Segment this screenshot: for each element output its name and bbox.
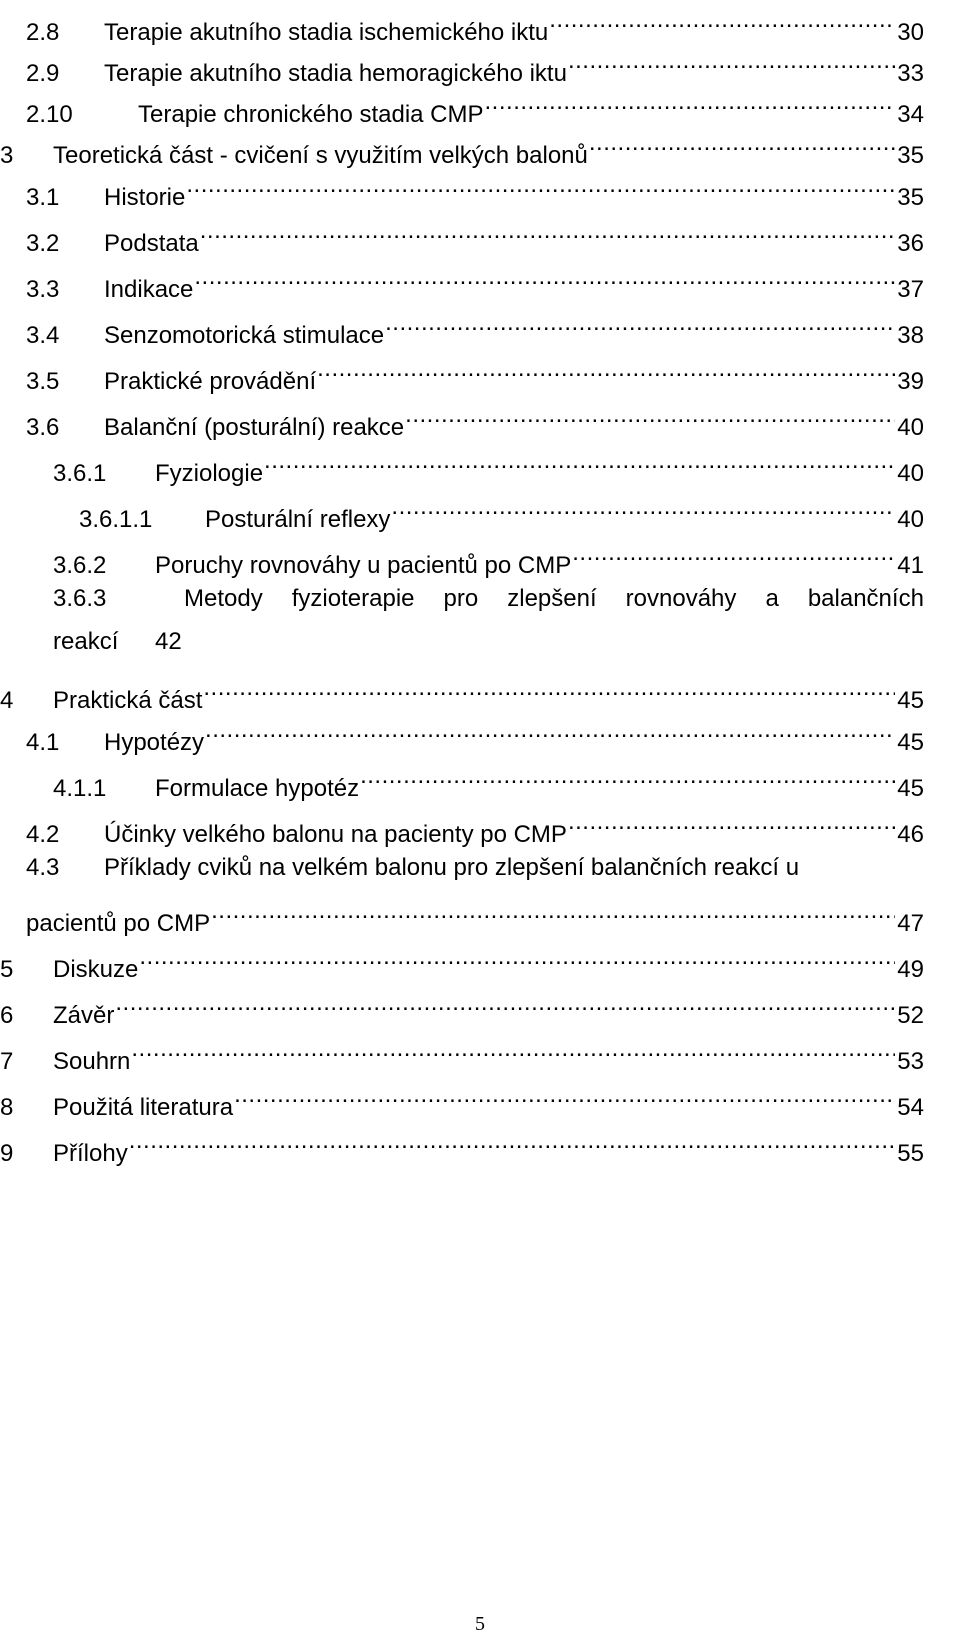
toc-dot-leader	[360, 756, 895, 796]
toc-entry-title-cont: reakcí	[53, 628, 119, 655]
toc-entry-number: 3.5	[26, 368, 60, 395]
toc-entry-number: 9	[0, 1140, 14, 1167]
toc-entry-page: 30	[897, 19, 924, 46]
toc-entry[interactable]	[53, 441, 924, 487]
toc-entry-number: 4.2	[26, 821, 60, 848]
toc-entry-title: Balanční (posturální) reakce	[104, 414, 405, 441]
toc-entry-number: 3.3	[26, 276, 60, 303]
toc-entry-word: fyzioterapie	[291, 585, 415, 612]
toc-entry-number: 4	[0, 687, 14, 714]
toc-entry[interactable]	[26, 349, 924, 395]
toc-entry[interactable]	[26, 303, 924, 349]
toc-entry-number: 6	[0, 1002, 14, 1029]
toc-entry-number: 8	[0, 1094, 14, 1121]
toc-dot-leader	[186, 165, 895, 205]
toc-entry-word: rovnováhy	[625, 585, 737, 612]
toc-entry[interactable]	[0, 668, 924, 714]
toc-entry-title: Příklady cviků na velkém balonu pro zlepšení balančních reakcí u	[104, 854, 800, 881]
toc-entry-title: Praktická část	[53, 687, 203, 714]
toc-entry-title: Hypotézy	[104, 729, 205, 756]
toc-entry-word: pro	[443, 585, 479, 612]
toc-entry-number: 3.6.1.1	[79, 506, 153, 533]
toc-dot-leader	[131, 1029, 895, 1069]
toc-entry[interactable]	[26, 211, 924, 257]
toc-dot-leader	[568, 802, 895, 842]
toc-dot-leader	[391, 487, 895, 527]
toc-entry-title: Posturální reflexy	[205, 506, 391, 533]
toc-entry[interactable]	[79, 487, 924, 533]
toc-entry-title: Podstata	[104, 230, 199, 257]
toc-entry-number: 7	[0, 1048, 14, 1075]
toc-entry-title: Poruchy rovnováhy u pacientů po CMP	[155, 552, 572, 579]
toc-entry-title: Závěr	[53, 1002, 115, 1029]
toc-entry-page: 36	[897, 230, 924, 257]
toc-entry-number: 3.6	[26, 414, 60, 441]
toc-entry-word: zlepšení	[507, 585, 597, 612]
toc-entry-number: 3.2	[26, 230, 60, 257]
toc-entry-title: Senzomotorická stimulace	[104, 322, 385, 349]
toc-entry[interactable]	[0, 123, 924, 169]
toc-dot-leader	[485, 82, 896, 122]
toc-entry-number: 3.4	[26, 322, 60, 349]
toc-dot-leader	[568, 41, 895, 81]
toc-entry[interactable]	[0, 1121, 924, 1167]
toc-entry-page: 45	[897, 775, 924, 802]
toc-entry-page: 40	[897, 506, 924, 533]
toc-dot-leader	[405, 395, 895, 435]
toc-entry-number: 3.6.1	[53, 460, 107, 487]
toc-dot-leader	[317, 349, 895, 389]
toc-entry-page: 35	[897, 184, 924, 211]
toc-entry-title: Terapie chronického stadia CMP	[138, 101, 484, 128]
toc-entry-title: Použitá literatura	[53, 1094, 234, 1121]
toc-entry-title-cont: pacientů po CMP	[26, 910, 211, 937]
toc-entry[interactable]	[26, 82, 924, 128]
toc-entry-number: 3.6.2	[53, 552, 107, 579]
toc-dot-leader	[549, 0, 895, 40]
page-number: 5	[475, 1613, 485, 1635]
toc-entry-line2	[53, 622, 182, 662]
toc-entry-page: 49	[897, 956, 924, 983]
toc-entry-page: 46	[897, 821, 924, 848]
toc-entry-number: 3	[0, 142, 14, 169]
toc-entry-page: 41	[897, 552, 924, 579]
toc-entry-line2	[26, 891, 924, 937]
toc-entry-page: 35	[897, 142, 924, 169]
toc-entry[interactable]	[26, 395, 924, 441]
toc-dot-leader	[234, 1075, 895, 1115]
toc-entry-page: 38	[897, 322, 924, 349]
toc-entry-number: 2.8	[26, 19, 60, 46]
toc-entry[interactable]	[26, 257, 924, 303]
toc-entry-page: 34	[897, 101, 924, 128]
toc-dot-leader	[264, 441, 895, 481]
toc-entry[interactable]	[26, 802, 924, 848]
toc-entry[interactable]	[26, 165, 924, 211]
toc-entry-page: 45	[897, 729, 924, 756]
toc-dot-leader	[194, 257, 895, 297]
toc-entry[interactable]	[0, 983, 924, 1029]
toc-entry[interactable]	[0, 1029, 924, 1075]
toc-entry-title: Účinky velkého balonu na pacienty po CMP	[104, 821, 567, 848]
toc-dot-leader	[129, 1121, 896, 1161]
toc-entry-line1	[26, 848, 799, 888]
toc-dot-leader	[589, 123, 895, 163]
toc-entry-title: Fyziologie	[155, 460, 264, 487]
toc-entry-title: Formulace hypotéz	[155, 775, 360, 802]
toc-entry[interactable]	[26, 0, 924, 46]
toc-entry-page: 55	[897, 1140, 924, 1167]
toc-entry-number: 2.10	[26, 101, 73, 128]
toc-entry-number: 4.1	[26, 729, 60, 756]
toc-dot-leader	[115, 983, 895, 1023]
toc-dot-leader	[572, 533, 895, 573]
toc-entry[interactable]	[26, 41, 924, 87]
toc-entry-page: 54	[897, 1094, 924, 1121]
toc-entry-number: 5	[0, 956, 14, 983]
toc-dot-leader	[203, 668, 895, 708]
toc-entry[interactable]	[0, 1075, 924, 1121]
toc-entry-word: balančních	[807, 585, 924, 612]
toc-entry-title: Teoretická část - cvičení s využitím velkých balonů	[53, 142, 588, 169]
toc-entry-page: 42	[155, 628, 182, 655]
toc-dot-leader	[200, 211, 896, 251]
toc-entry-title: Diskuze	[53, 956, 139, 983]
toc-entry-page: 39	[897, 368, 924, 395]
toc-entry-title: Terapie akutního stadia hemoragického iktu	[104, 60, 567, 87]
toc-entry-title: Praktické provádění	[104, 368, 317, 395]
toc-entry-number: 4.3	[26, 854, 60, 881]
toc-entry-title: Přílohy	[53, 1140, 128, 1167]
toc-entry-number: 4.1.1	[53, 775, 107, 802]
toc-entry-page: 37	[897, 276, 924, 303]
toc-entry[interactable]	[53, 533, 924, 579]
toc-dot-leader	[211, 891, 895, 931]
toc-dot-leader	[205, 710, 895, 750]
toc-dot-leader	[385, 303, 895, 343]
toc-entry-word: Metody	[184, 585, 263, 612]
toc-entry-page: 52	[897, 1002, 924, 1029]
toc-entry-page: 47	[897, 910, 924, 937]
toc-entry-number: 3.1	[26, 184, 60, 211]
toc-entry-page: 45	[897, 687, 924, 714]
toc-entry-word: a	[765, 585, 779, 612]
toc-entry-page: 33	[897, 60, 924, 87]
toc-entry-number: 3.6.3	[53, 585, 107, 612]
toc-entry-title: Indikace	[104, 276, 194, 303]
toc-entry-title: Terapie akutního stadia ischemického iktu	[104, 19, 549, 46]
toc-entry-line1	[53, 579, 924, 619]
toc-entry[interactable]	[53, 756, 924, 802]
toc-dot-leader	[139, 937, 895, 977]
toc-entry[interactable]	[26, 710, 924, 756]
toc-entry-page: 40	[897, 460, 924, 487]
toc-entry-title: Souhrn	[53, 1048, 131, 1075]
toc-entry-title: Historie	[104, 184, 186, 211]
toc-entry-number: 2.9	[26, 60, 60, 87]
toc-entry-page: 53	[897, 1048, 924, 1075]
toc-entry[interactable]	[0, 937, 924, 983]
toc-entry-page: 40	[897, 414, 924, 441]
